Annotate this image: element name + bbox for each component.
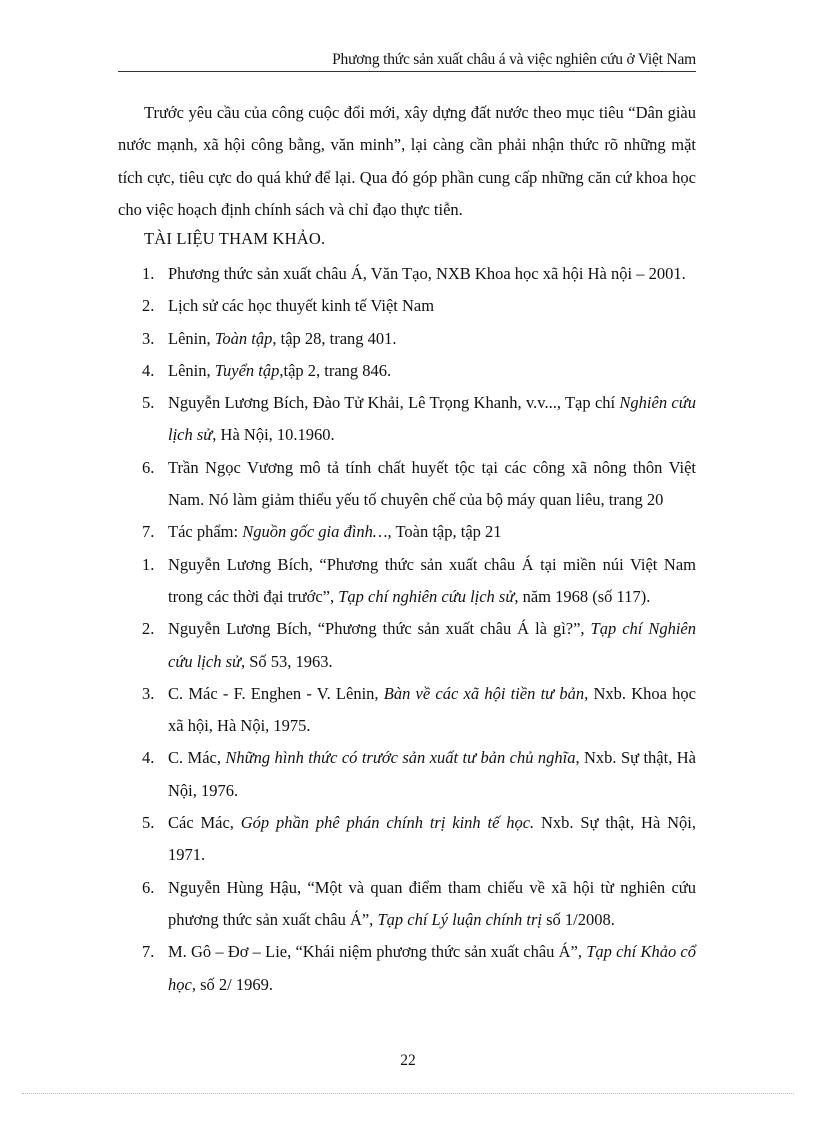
reference-title-italic: Tạp chí Khảo cổ học: [168, 942, 696, 994]
intro-text: Trước yêu cầu của công cuộc đổi mới, xây dựng đất nước theo mục tiêu “Dân giàu nước mạnh, xã hội công bằng, văn minh”, lại càng cần phải nhận thức rõ những mặt tích cực, tiêu cực do quá khứ để lại. Qua đó góp phần cung cấp những căn cứ khoa học cho việc hoạch định chính sách và chỉ đạo thực tiễn.: [118, 103, 696, 219]
reference-number: 6.: [142, 457, 155, 477]
reference-text: Nxb. Sự thật, Hà Nội, 1971.: [168, 813, 696, 865]
reference-number: 4.: [142, 748, 155, 768]
reference-item: [118, 549, 696, 614]
reference-item: [118, 355, 696, 387]
reference-item: [118, 452, 696, 517]
reference-number: 4.: [142, 360, 155, 380]
reference-item: [118, 323, 696, 355]
reference-text: ,tập 2, trang 846.: [279, 360, 392, 380]
reference-text: Nguyễn Lương Bích, “Phương thức sản xuất châu Á là gì?”,: [168, 619, 591, 639]
reference-title-italic: Những hình thức có trước sản xuất tư bản chủ nghĩa: [225, 748, 576, 768]
references-heading: TÀI LIỆU THAM KHẢO.: [144, 229, 326, 248]
reference-title-italic: Tạp chí nghiên cứu lịch sử: [338, 586, 515, 606]
reference-number: 1.: [142, 554, 155, 574]
reference-item: [118, 807, 696, 872]
reference-item: [118, 872, 696, 937]
reference-number: 2.: [142, 619, 155, 639]
reference-item: [118, 387, 696, 452]
reference-text: Lênin,: [168, 360, 215, 380]
reference-text: , số 2/ 1969.: [191, 974, 273, 994]
reference-text: Lịch sử các học thuyết kinh tế Việt Nam: [168, 296, 435, 316]
reference-item: [118, 936, 696, 1001]
page-number: 22: [400, 1052, 416, 1069]
reference-item: [118, 613, 696, 678]
reference-item: [118, 678, 696, 743]
reference-text: , Nxb. Khoa học xã hội, Hà Nội, 1975.: [168, 683, 696, 736]
reference-text: Tác phẩm:: [168, 522, 243, 542]
reference-number: 1.: [142, 264, 155, 283]
reference-title-italic: Nghiên cứu lịch sử: [168, 393, 696, 445]
running-header: Phương thức sản xuất châu á và việc nghiên cứu ở Việt Nam: [118, 51, 696, 72]
reference-number: 6.: [142, 877, 155, 897]
reference-text: Nguyễn Lương Bích, Đào Tử Khải, Lê Trọng Khanh, v.v..., Tạp chí: [168, 393, 620, 413]
reference-number: 7.: [142, 522, 155, 542]
reference-text: Các Mác,: [168, 813, 241, 833]
reference-text: , Hà Nội, 10.1960.: [212, 425, 335, 445]
reference-text: Phương thức sản xuất châu Á, Văn Tạo, NXB Khoa học xã hội Hà nội – 2001.: [168, 264, 686, 283]
reference-item: [118, 742, 696, 807]
reference-number: 5.: [142, 813, 155, 833]
reference-number: 2.: [142, 296, 155, 316]
reference-title-italic: Góp phần phê phán chính trị kinh tế học.: [240, 813, 535, 833]
reference-text: , Nxb. Sự thật, Hà Nội, 1976.: [168, 748, 696, 800]
reference-title-italic: Toàn tập: [214, 328, 273, 348]
reference-title-italic: Tạp chí Nghiên cứu lịch sử: [168, 619, 697, 671]
references-list: [118, 258, 696, 1001]
reference-title-italic: Bàn về các xã hội tiền tư bản: [383, 683, 585, 703]
reference-text: C. Mác,: [168, 748, 226, 768]
reference-item: [118, 290, 696, 322]
reference-text: , Số 53, 1963.: [241, 651, 333, 671]
reference-text: , tập 28, trang 401.: [272, 328, 397, 348]
reference-title-italic: Tạp chí Lý luận chính trị: [377, 909, 542, 929]
reference-text: , Toàn tập, tập 21: [387, 522, 502, 542]
reference-number: 7.: [142, 942, 155, 962]
reference-text: M. Gô – Đơ – Lie, “Khái niệm phương thức sản xuất châu Á”,: [168, 942, 587, 962]
reference-text: Nguyễn Hùng Hậu, “Một và quan điểm tham chiếu về xã hội từ nghiên cứu phương thức sản xuất châu Á”,: [168, 877, 696, 929]
reference-title-italic: Tuyển tập: [214, 360, 280, 380]
reference-title-italic: Nguồn gốc gia đình…: [242, 522, 388, 542]
reference-text: Lênin,: [168, 328, 215, 348]
intro-paragraph: [118, 97, 696, 226]
reference-text: , năm 1968 (số 117).: [514, 586, 651, 606]
reference-item: [118, 258, 696, 290]
reference-text: Nguyễn Lương Bích, “Phương thức sản xuất châu Á tại miền núi Việt Nam trong các thời đại trước”,: [168, 554, 696, 606]
page-bottom-border: [22, 1093, 794, 1094]
reference-number: 5.: [142, 393, 155, 413]
reference-number: 3.: [142, 328, 155, 348]
reference-text: Trần Ngọc Vương mô tả tính chất huyết tộc tại các công xã nông thôn Việt Nam. Nó làm giảm thiểu yếu tố chuyên chế của bộ máy quan liêu, trang 20: [168, 457, 696, 510]
reference-text: C. Mác - F. Enghen - V. Lênin,: [168, 683, 384, 703]
reference-number: 3.: [142, 683, 155, 703]
reference-text: số 1/2008.: [541, 909, 615, 929]
reference-item: [118, 516, 696, 548]
